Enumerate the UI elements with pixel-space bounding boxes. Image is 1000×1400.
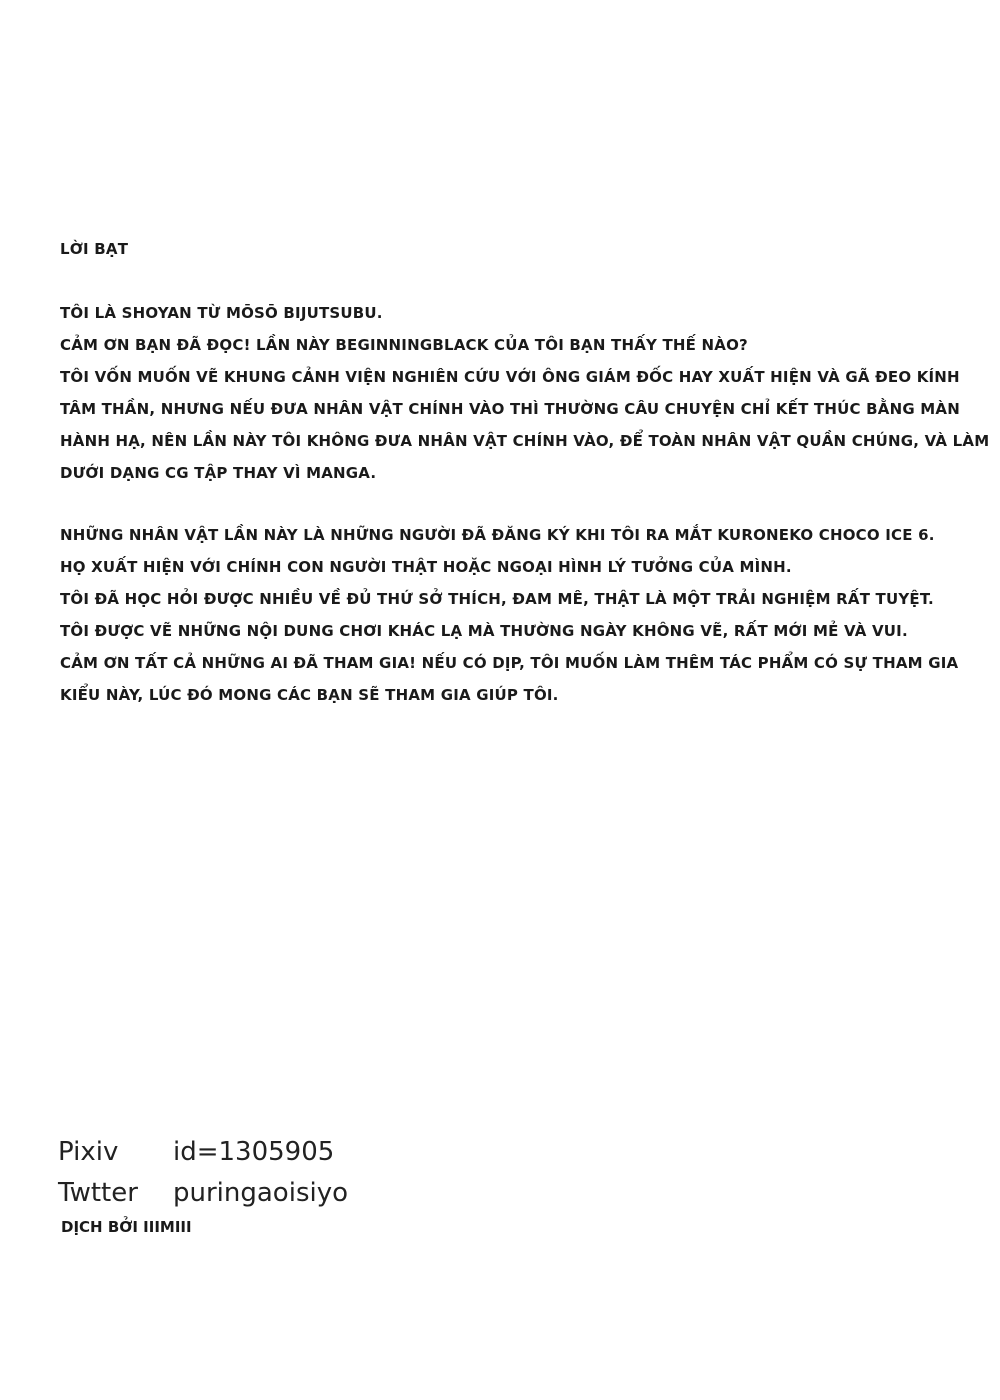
twitter-handle: puringaoisiyo (173, 1178, 349, 1208)
text-line: TÔI ĐƯỢC VẼ NHỮNG NỘI DUNG CHƠI KHÁC LẠ MÀ THƯỜNG NGÀY KHÔNG VẼ, RẤT MỚI MẺ VÀ VUI. (60, 622, 908, 640)
text-line: DƯỚI DẠNG CG TẬP THAY VÌ MANGA. (60, 464, 377, 482)
text-line: KIỂU NÀY, LÚC ĐÓ MONG CÁC BẠN SẼ THAM GIA GIÚP TÔI. (60, 686, 559, 704)
afterword-paragraph-1 (60, 297, 990, 489)
text-line: TÔI ĐÃ HỌC HỎI ĐƯỢC NHIỀU VỀ ĐỦ THỨ SỞ THÍCH, ĐAM MÊ, THẬT LÀ MỘT TRẢI NGHIỆM RẤT TUYỆT. (60, 590, 934, 608)
afterword-paragraph-2 (60, 519, 959, 711)
translator-credit: DỊCH BỞI IIIMIII (61, 1218, 192, 1236)
credits-block (58, 1132, 348, 1239)
text-line: CẢM ƠN BẠN ĐÃ ĐỌC! LẦN NÀY BEGINNINGBLACK CỦA TÔI BẠN THẤY THẾ NÀO? (60, 336, 748, 354)
text-line: HỌ XUẤT HIỆN VỚI CHÍNH CON NGƯỜI THẬT HOẶC NGOẠI HÌNH LÝ TƯỞNG CỦA MÌNH. (60, 558, 792, 576)
text-line: TÔI VỐN MUỐN VẼ KHUNG CẢNH VIỆN NGHIÊN CỨU VỚI ÔNG GIÁM ĐỐC HAY XUẤT HIỆN VÀ GÃ ĐEO KÍNH (60, 368, 960, 386)
text-line: NHỮNG NHÂN VẬT LẦN NÀY LÀ NHỮNG NGƯỜI ĐÃ ĐĂNG KÝ KHI TÔI RA MẮT KURONEKO CHOCO ICE 6. (60, 526, 935, 544)
twitter-credit (58, 1173, 348, 1214)
afterword-heading: LỜI BẠT (60, 240, 129, 258)
pixiv-credit (58, 1132, 348, 1173)
afterword-section (60, 233, 990, 711)
pixiv-label: Pixiv (58, 1137, 119, 1167)
text-line: TÂM THẦN, NHƯNG NẾU ĐƯA NHÂN VẬT CHÍNH VÀO THÌ THƯỜNG CÂU CHUYỆN CHỈ KẾT THÚC BẰNG MÀN (60, 400, 960, 418)
text-line: CẢM ƠN TẤT CẢ NHỮNG AI ĐÃ THAM GIA! NẾU CÓ DỊP, TÔI MUỐN LÀM THÊM TÁC PHẨM CÓ SỰ THAM GIA (60, 654, 959, 672)
text-line: HÀNH HẠ, NÊN LẦN NÀY TÔI KHÔNG ĐƯA NHÂN VẬT CHÍNH VÀO, ĐỂ TOÀN NHÂN VẬT QUẦN CHÚNG, VÀ LÀM (60, 432, 990, 450)
text-line: TÔI LÀ SHOYAN TỪ MŌSŌ BIJUTSUBU. (60, 304, 383, 322)
pixiv-id: id=1305905 (173, 1137, 335, 1167)
twitter-label: Twtter (58, 1178, 138, 1208)
